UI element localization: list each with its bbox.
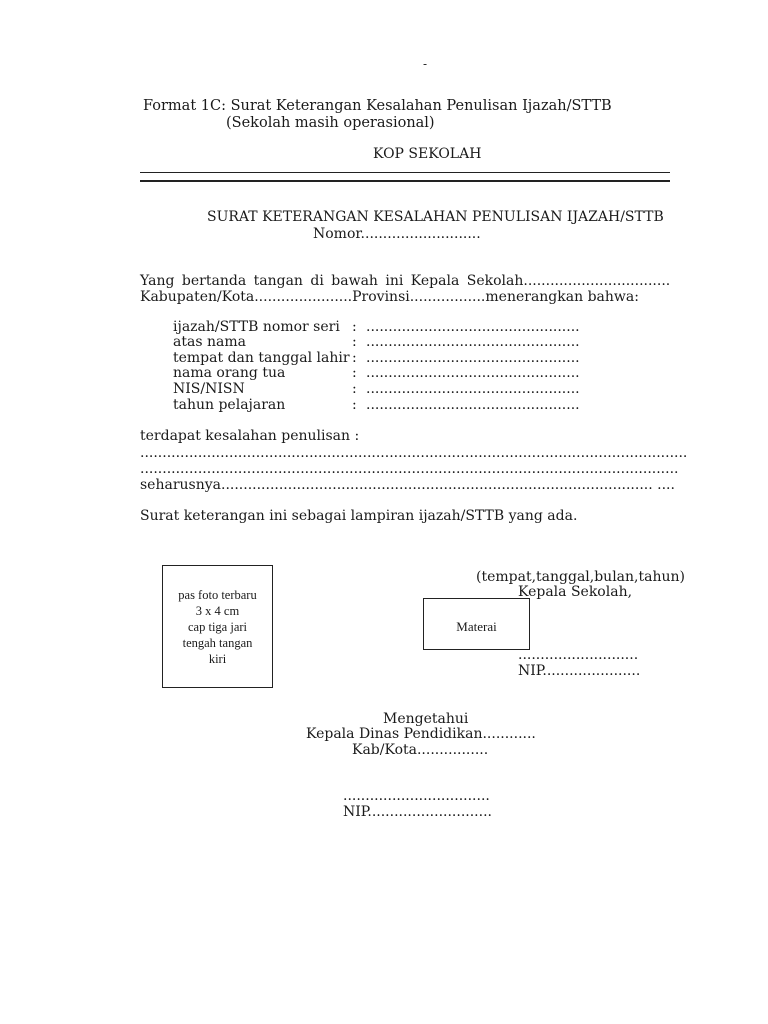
field-value: ................................................ (366, 397, 580, 413)
photo-box (162, 565, 273, 688)
field-label: tahun pelajaran (173, 397, 286, 413)
format-title: Format 1C: Surat Keterangan Kesalahan Penulisan Ijazah/STTB (143, 98, 612, 114)
error-label: terdapat kesalahan penulisan : (140, 428, 360, 444)
field-value: ................................................ (366, 319, 580, 335)
field-colon: : (352, 350, 357, 366)
field-colon: : (352, 319, 357, 335)
kepala-dinas-label: Kepala Dinas Pendidikan............ (306, 726, 536, 742)
kepala-sekolah-label: Kepala Sekolah, (518, 584, 633, 600)
field-label: NIS/NISN (173, 381, 245, 397)
field-colon: : (352, 397, 357, 413)
nip-kepala-dinas: NIP............................ (343, 804, 492, 820)
seharusnya-line: seharusnya................................................................................................. .... (140, 477, 675, 493)
field-label: nama orang tua (173, 365, 286, 381)
field-value: ................................................ (366, 381, 580, 397)
intro-line-1: Yang bertanda tangan di bawah ini Kepala Sekolah................................. (140, 273, 671, 289)
field-value: ................................................ (366, 334, 580, 350)
field-value: ................................................ (366, 365, 580, 381)
field-label: tempat dan tanggal lahir (173, 350, 350, 366)
document-number: Nomor........................... (313, 226, 481, 242)
field-value: ................................................ (366, 350, 580, 366)
header-rule-bottom (140, 180, 670, 182)
field-label: atas nama (173, 334, 246, 350)
field-colon: : (352, 365, 357, 381)
header-rule-top (140, 172, 670, 173)
materai-box (423, 598, 530, 650)
photo-box-line: 3 x 4 cm (195, 604, 240, 618)
kop-sekolah: KOP SEKOLAH (373, 146, 482, 162)
photo-box-line: pas foto terbaru (178, 588, 257, 602)
field-colon: : (352, 381, 357, 397)
error-dots-line-2: ......................................................................................................................... (140, 461, 679, 477)
field-colon: : (352, 334, 357, 350)
signature-dots-dinas: ................................. (343, 788, 490, 804)
signature-dots: ........................... (518, 647, 639, 663)
photo-box-line: cap tiga jari (188, 620, 247, 634)
photo-box-text (163, 587, 272, 667)
materai-label: Materai (456, 619, 497, 634)
kab-kota-label: Kab/Kota................ (352, 742, 489, 758)
mengetahui-label: Mengetahui (383, 711, 469, 727)
document-title: SURAT KETERANGAN KESALAHAN PENULISAN IJAZAH/STTB (207, 209, 664, 225)
page-mark: - (423, 57, 428, 71)
photo-box-line: kiri (208, 652, 227, 666)
closing-statement: Surat keterangan ini sebagai lampiran ijazah/STTB yang ada. (140, 508, 578, 524)
nip-kepala-sekolah: NIP...................... (518, 663, 641, 679)
intro-line-2: Kabupaten/Kota......................Provinsi.................menerangkan bahwa: (140, 289, 639, 305)
error-dots-line-1: ........................................................................................................................... (140, 445, 688, 461)
field-label: ijazah/STTB nomor seri (173, 319, 340, 335)
format-subtitle: (Sekolah masih operasional) (226, 115, 435, 131)
photo-box-line: tengah tangan (182, 636, 253, 650)
place-date: (tempat,tanggal,bulan,tahun) (476, 569, 685, 585)
